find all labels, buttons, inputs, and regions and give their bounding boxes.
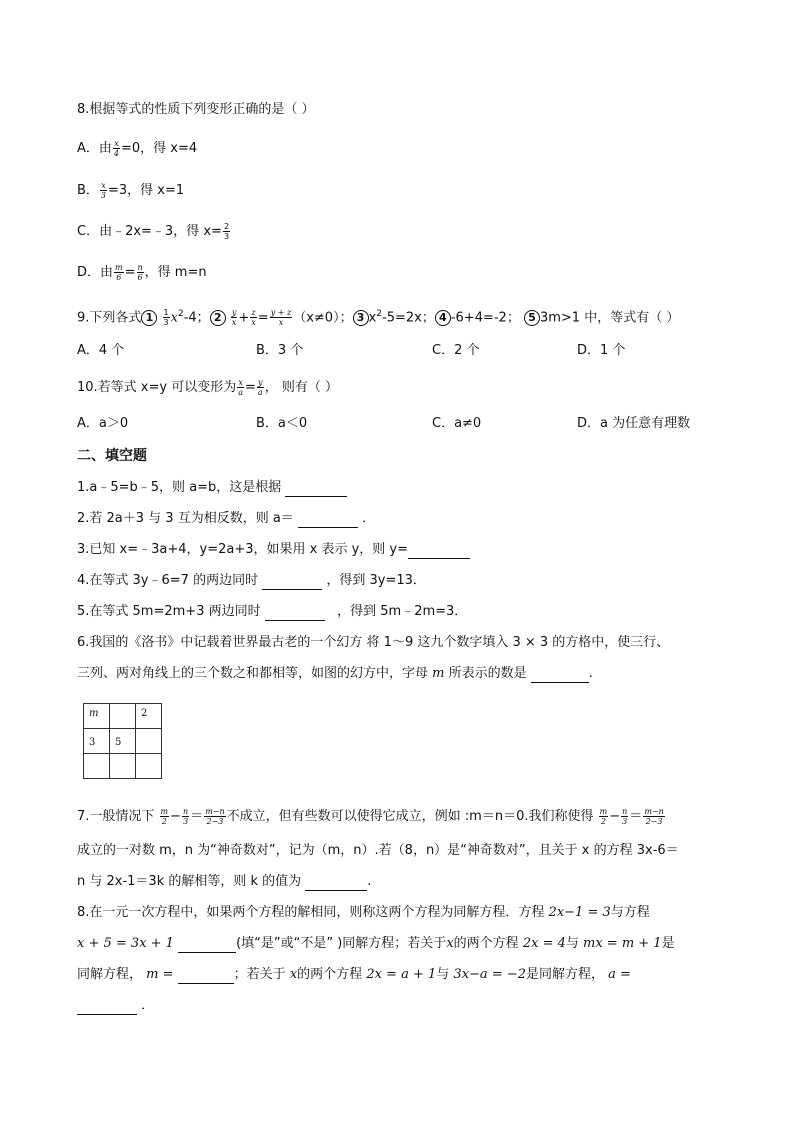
- answer-blank[interactable]: [262, 575, 322, 590]
- fill-8-line3: 同解方程， m = ；若关于 x的两个方程 2x = a + 1与 3x−a = −2是同解方程， a =: [77, 967, 631, 982]
- q10-stem: 10.若等式 x=y 可以变形为 $\frac{x}{a}$ = $\frac{y}{a}$ ， 则有（ ）: [77, 378, 338, 397]
- fill-8-line4: ．: [77, 997, 154, 1015]
- q8-option-d: D．由 $\frac{m}{6}$ = $\frac{n}{6}$ ，得 m=n: [77, 263, 207, 282]
- fill-8-line1: 8.在一元一次方程中，如果两个方程的解相同，则称这两个方程为同解方程．方程 2x−1 = 3与方程: [77, 905, 650, 920]
- q9-option-d: D．1 个: [577, 343, 626, 358]
- magic-cell: m: [84, 704, 110, 729]
- fill-7-line3: n 与 2x-1＝3k 的解相等，则 k 的值为 .: [77, 874, 372, 889]
- fill-4: 4.在等式 3y﹣6=7 的两边同时 ，得到 3y=13．: [77, 573, 426, 588]
- q9-stem: 9.下列各式 1 $\frac{1}{3}$ $x^2-4$； 2 $\frac{y}{x}$ + $\frac{z}{x}$ = $\frac{y + z}{x}$ （x≠0）； 3 $x^2-5=2x$； 4 -6+4=-2； 5 3m>1 中，等式有（ ）: [77, 308, 680, 328]
- section-heading-fill-in: 二、填空题: [77, 448, 147, 464]
- answer-blank[interactable]: [531, 668, 589, 683]
- answer-blank[interactable]: [178, 969, 234, 984]
- fill-7-line1: 7.一般情况下 $\frac{m}{2}$ − $\frac{n}{3}$ ＝ $\frac{m-n}{2-3}$ 不成立，但有些数可以使得它成立，例如 :m＝n＝0.我们称使得 $\frac{m}{2}$ − $\frac{n}{3}$ ＝ $\frac{m-n}{2-3}$: [77, 807, 664, 826]
- fill-6-line2: 三列、两对角线上的三个数之和都相等，如图的幻方中，字母 m 所表示的数是 .: [77, 666, 593, 681]
- q8-stem: 8.根据等式的性质下列变形正确的是（ ）: [77, 102, 315, 117]
- q8-option-c: C．由﹣2x=﹣3，得 x= $\frac{2}{3}$: [77, 222, 230, 241]
- q10-option-a: A．a＞0: [77, 416, 129, 431]
- circled-number-2: 2: [210, 310, 226, 326]
- q9-option-b: B．3 个: [256, 343, 304, 358]
- fill-5: 5.在等式 5m=2m+3 两边同时 ，得到 5m﹣2m=3．: [77, 604, 468, 619]
- answer-blank[interactable]: [265, 606, 325, 621]
- magic-cell: [136, 729, 162, 754]
- magic-cell: [110, 754, 136, 779]
- fill-6-line1: 6.我国的《洛书》中记载着世界最古老的一个幻方 将 1～9 这九个数字填入 3 × 3 的方格中，使三行、: [77, 635, 670, 650]
- circled-number-4: 4: [435, 310, 451, 326]
- magic-cell: 3: [84, 729, 110, 754]
- q9-option-a: A．4 个: [77, 343, 125, 358]
- magic-cell: [136, 754, 162, 779]
- answer-blank[interactable]: [305, 876, 367, 891]
- answer-blank[interactable]: [178, 938, 236, 953]
- magic-cell: [110, 704, 136, 729]
- circled-number-3: 3: [353, 310, 369, 326]
- magic-square: [83, 703, 162, 779]
- answer-blank[interactable]: [408, 544, 470, 559]
- fill-7-line2: 成立的一对数 m，n 为“神奇数对”，记为（m，n）.若（8，n）是“神奇数对”，且关于 x 的方程 3x-6＝: [77, 843, 679, 858]
- q10-option-b: B．a＜0: [256, 416, 308, 431]
- magic-cell: 5: [110, 729, 136, 754]
- q10-option-c: C．a≠0: [432, 416, 482, 431]
- circled-number-5: 5: [524, 310, 540, 326]
- q9-option-c: C．2 个: [432, 343, 480, 358]
- q8-option-b: B． $\frac{x}{3}$ =3，得 x=1: [77, 181, 185, 200]
- answer-blank[interactable]: [298, 513, 358, 528]
- answer-blank[interactable]: [77, 1000, 137, 1015]
- magic-cell: [84, 754, 110, 779]
- magic-cell: 2: [136, 704, 162, 729]
- fill-1: 1.a﹣5=b﹣5，则 a=b，这是根据: [77, 479, 347, 497]
- q8-option-a: A．由 $\frac{x}{4}$ =0，得 x=4: [77, 139, 198, 158]
- fill-2: 2.若 2a＋3 与 3 互为相反数，则 a＝ ．: [77, 511, 376, 526]
- q10-option-d: D．a 为任意有理数: [577, 416, 691, 431]
- circled-number-1: 1: [141, 310, 157, 326]
- fill-8-line2: x + 5 = 3x + 1 (填“是”或“不是” )同解方程；若关于x的两个方程 2x = 4与 mx = m + 1是: [77, 936, 675, 951]
- answer-blank[interactable]: [285, 482, 347, 497]
- fill-3: 3.已知 x=﹣3a+4，y=2a+3，如果用 x 表示 y，则 y=: [77, 541, 470, 559]
